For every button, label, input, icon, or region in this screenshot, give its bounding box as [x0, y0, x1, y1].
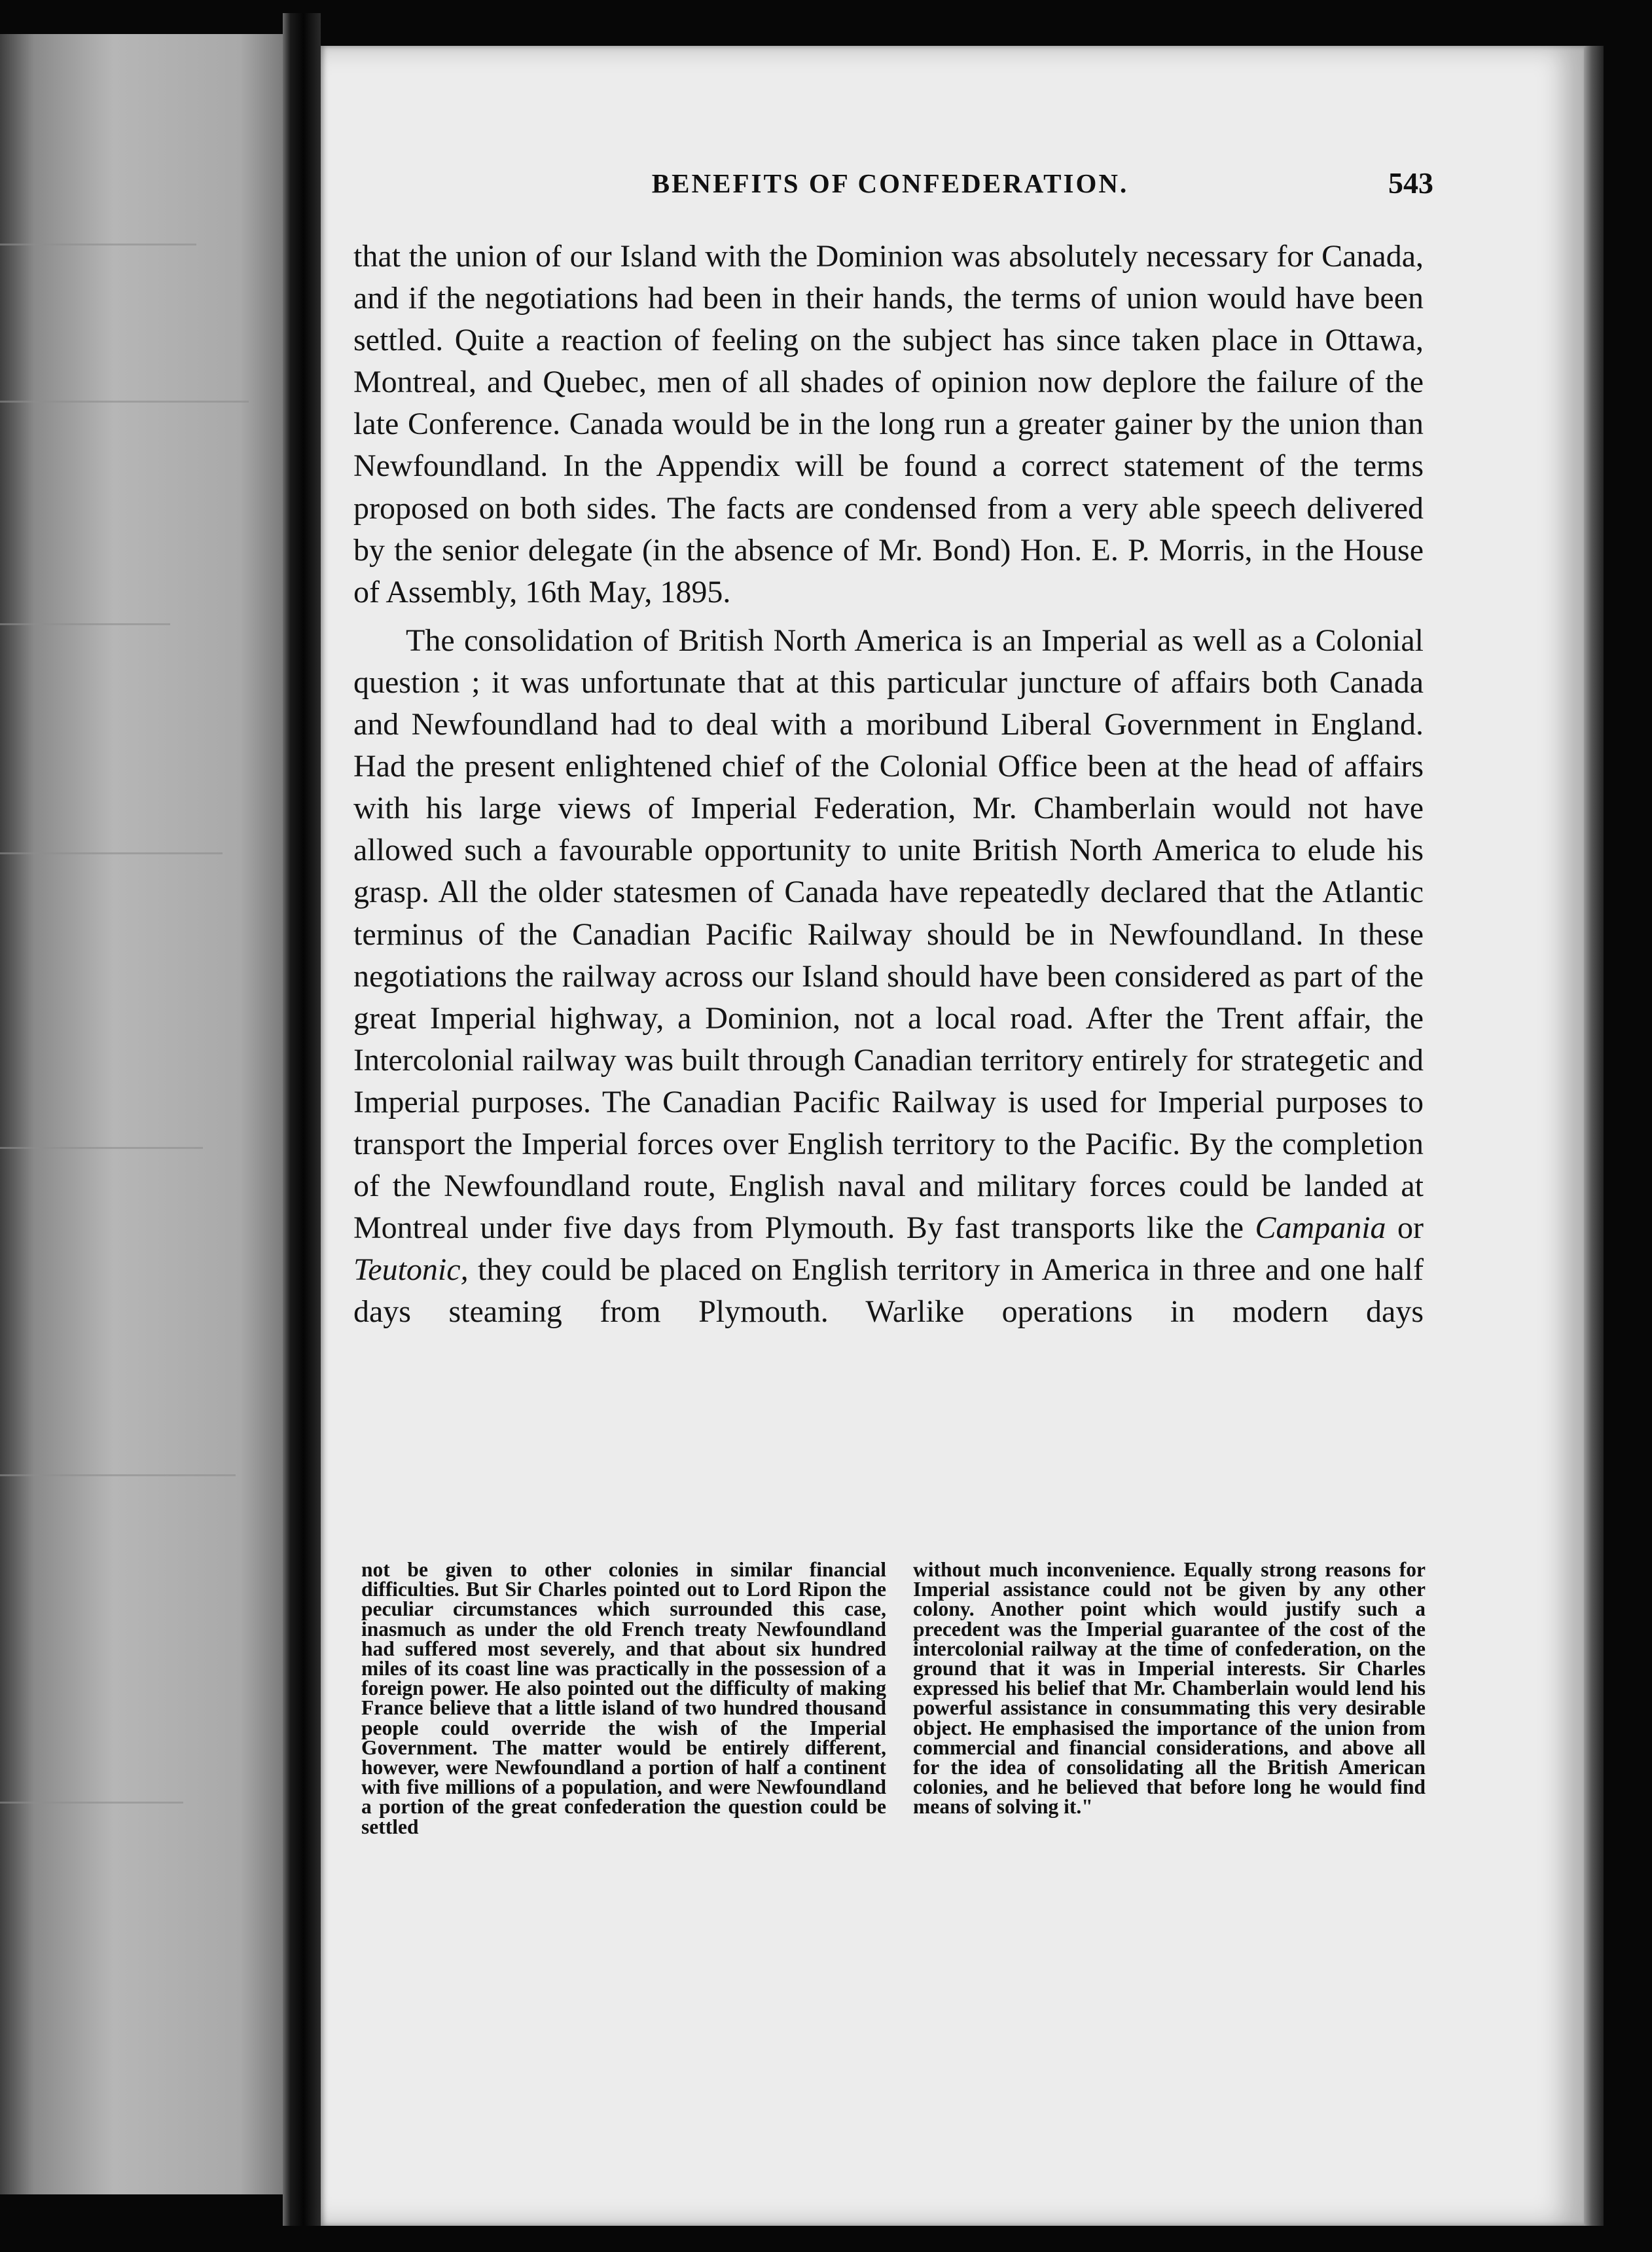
facing-page-left [0, 34, 283, 2194]
page-number: 543 [1388, 166, 1433, 200]
running-title: BENEFITS OF CONFEDERATION. [651, 168, 1129, 198]
paragraph-text-part-2: they could be placed on English territory in America in three and one half days steaming from Plymouth. Warlike operations in modern days [353, 1252, 1424, 1330]
connector-word: or [1397, 1210, 1424, 1246]
footnote-right-column: without much inconvenience. Equally strong reasons for Imperial assistance could not be given by any other colony. Another point which would justify such a precedent was the Imperial guarantee of the cost of the intercolonial railway at the time of confederation, on the ground that it was in Imperial interests. Sir Charles expressed his belief that Mr. Chamberlain would lend his powerful assistance in consummating this very desirable object. He emphasised the importance of the union from commercial and financial considerations, and above all for the idea of consolidating all the British American colonies, and he believed that before long he would find means of solving it." [913, 1558, 1426, 1819]
paragraph-text-part-1: The consolidation of British North America is an Imperial as well as a Colonial question ; it was unfortunate that at this particular juncture of affairs both Canada and Newfoundland had to deal with a moribund Liberal Government in England. Had the present enlightened chief of the Colonial Office been at the head of affairs with his large views of Imperial Federation, Mr. Chamberlain would not have allowed such a favourable opportunity to unite British North America to elude his grasp. All the older statesmen of Canada have repeatedly declared that the Atlantic terminus of the Canadian Pacific Railway should be in Newfoundland. In these negotiations the railway across our Island should have been considered as part of the great Imperial highway, a Dominion, not a local road. After the Trent affair, the Intercolonial railway was built through Canadian territory entirely for strategetic and Imperial purposes. The Canadian Pacific Railway is used for Imperial purposes to transport the Imperial forces over English territory to the Pacific. By the completion of the Newfoundland route, English naval and military forces could be landed at Montreal under five days from Plymouth. By fast transports like the [353, 623, 1424, 1246]
ship-name-teutonic: Teutonic, [353, 1252, 469, 1288]
book-gutter [283, 13, 321, 2226]
paragraph-continued: that the union of our Island with the Dominion was absolutely necessary for Canada, and if the negotiations had been in their hands, the terms of union would have been settled. Quite a reaction of feeling on the subject has since taken place in Ottawa, Montreal, and Quebec, men of all shades of opinion now deplore the failure of the late Conference. Canada would be in the long run a greater gainer by the union than Newfoundland. In the Appendix will be found a correct statement of the terms proposed on both sides. The facts are condensed from a very able speech delivered by the senior delegate (in the absence of Mr. Bond) Hon. E. P. Morris, in the House of Assembly, 16th May, 1895. [353, 239, 1424, 609]
ship-name-campania: Campania [1255, 1210, 1386, 1246]
page-edge-shadow [1584, 46, 1604, 2226]
main-text [353, 236, 1424, 1333]
paragraph-confederation [353, 620, 1424, 1334]
footnote-left-column: not be given to other colonies in similar financial difficulties. But Sir Charles pointed out to Lord Ripon the peculiar circumstances which surrounded this case, inasmuch as under the old French treaty Newfoundland had suffered most severely, and that about six hundred miles of its coast line was practically in the possession of a foreign power. He also pointed out the difficulty of making France believe that a little island of two hundred thousand people could override the wish of the Imperial Government. The matter would be entirely different, however, were Newfoundland a portion of half a continent with five millions of a population, and were Newfoundland a portion of the great confederation the question could be settled [361, 1558, 886, 1838]
